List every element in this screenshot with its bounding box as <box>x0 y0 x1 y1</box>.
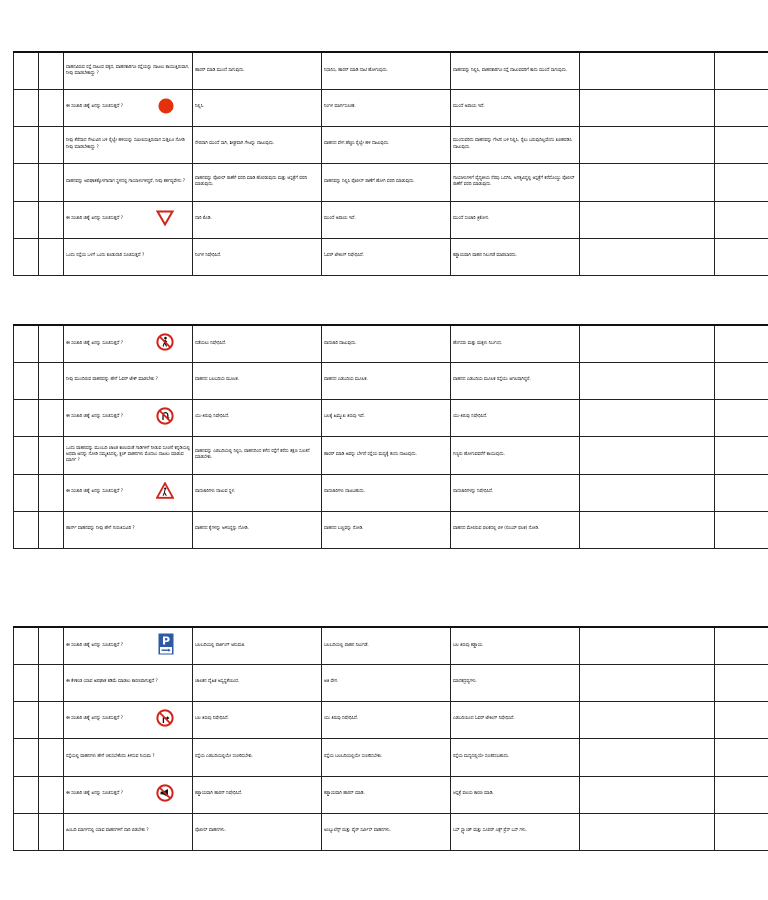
question-text: ವಾಹನವಿರುವ ರಸ್ತೆ ದಾಟುವ ಪಕ್ಕದ, ವಾಹನಕಾರಿಗೂ ರಸ್ತೆಯನ್ನು ದಾಟಲು ಕಾಯುತ್ತಿರುವಾಗ, ನೀವು ಮಾಡಬೇಕಾದ್ದು ? <box>66 64 190 76</box>
option-c-cell: ಪಾದಚಾರಿಗಳನ್ನು ನಿಷೇಧಿಸಿದೆ. <box>451 474 580 511</box>
question-text: ಈ ಸಂಚಾರಿ ಚಿಹ್ನೆ ಏನನ್ನು ಸೂಚಿಸುತ್ತದೆ ? <box>66 216 124 222</box>
empty-cell <box>715 436 768 474</box>
row-number-cell <box>14 664 39 701</box>
row-check-cell <box>39 201 64 238</box>
question-cell <box>64 52 193 89</box>
empty-cell <box>580 701 715 738</box>
empty-cell <box>580 813 715 850</box>
option-a-cell: ರಸ್ತೆಯ ಎಡಬದಿಯಲ್ಲಿಯೇ ಸಂಚರಿಸಬೇಕು. <box>193 738 322 776</box>
empty-cell <box>715 201 768 238</box>
table-row <box>14 163 768 201</box>
row-number-cell <box>14 399 39 436</box>
empty-cell <box>715 813 768 850</box>
row-check-cell <box>39 813 64 850</box>
row-number-cell <box>14 163 39 201</box>
option-c-cell: ಕಡ್ಡಾಯವಾಗಿ ವಾಹನ ನಿಲುಗಡೆ ಮಾಡಬಾರದು. <box>451 238 580 275</box>
option-a-cell: ನಡೆಯಲು ನಿಷೇಧಿಸಿದೆ. <box>193 325 322 362</box>
empty-cell <box>715 52 768 89</box>
empty-cell <box>715 474 768 511</box>
row-number-cell <box>14 511 39 548</box>
empty-cell <box>580 89 715 126</box>
question-text: ಈ ಕೆಳಕಂಡ ಯಾವ ಅಪಘಾತ ಕಡಿಮೆ ಮಾಡಲು ಕಾರಣವಾಗುತ್ತದೆ ? <box>66 679 158 685</box>
question-cell <box>64 436 193 474</box>
option-c-cell: ಬಲ ತಿರುವು ಕಡ್ಡಾಯ. <box>451 627 580 664</box>
table-row <box>14 201 768 238</box>
empty-cell <box>580 201 715 238</box>
row-number-cell <box>14 738 39 776</box>
empty-cell <box>580 325 715 362</box>
question-text: ನೀವು ತೆರೆದಾದ ಗೇಟುವಿನ ಬಳಿ ರೈಲ್ವೇ ಹಳಿಯನ್ನು ಸಮೀಪಿಸುತ್ತಿರುವಾಗ ಸುತ್ತಲೂ ನೋಡಿ ನೀವು ಮಾಡಬೇಕಾದ್ದು ? <box>66 138 185 150</box>
question-text: ಹಾರ್ನ್ ವಾಹನವನ್ನು ನೀವು ಹೇಗೆ ಗುರುತಿಸುವಿರಿ ? <box>66 526 135 532</box>
row-check-cell <box>39 163 64 201</box>
empty-cell <box>580 627 715 664</box>
empty-cell <box>580 52 715 89</box>
table-row <box>14 813 768 850</box>
yield-sign-icon <box>156 210 174 229</box>
right-ban-sign-icon <box>156 709 174 730</box>
option-a-cell: ವಾಹನದ ಕೈಗಳನ್ನು ಅಳಿಸಿದ್ದನ್ನು ನೋಡಿ. <box>193 511 322 548</box>
option-b-cell: ಅತಿ ವೇಗ. <box>322 664 451 701</box>
option-a-cell: ಚಾಲಕನ ದೈಹಿಕ ಅಸ್ವಸ್ಥತೆಯಿಂದ. <box>193 664 322 701</box>
empty-cell <box>580 474 715 511</box>
option-a-cell: ವಾಹನವನ್ನು ಎಡಬದಿಯಲ್ಲಿ ನಿಲ್ಲಿಸಿ, ವಾಹನದಿಂದ ಕಳೆದ ರಸ್ತೆಗೆ ಕರೆದು ತಕ್ಷಣ ಸೂಚನೆ ಮಾಡಬೇಕು. <box>193 436 322 474</box>
row-number-cell <box>14 627 39 664</box>
svg-text:P: P <box>161 634 171 648</box>
question-text: ಈ ಸಂಚಾರಿ ಚಿಹ್ನೆ ಏನನ್ನು ಸೂಚಿಸುತ್ತದೆ ? <box>66 104 124 110</box>
empty-cell <box>715 701 768 738</box>
question-text: ಈ ಸಂಚಾರಿ ಚಿಹ್ನೆ ಏನನ್ನು ಸೂಚಿಸುತ್ತದೆ ? <box>66 791 124 797</box>
row-check-cell <box>39 664 64 701</box>
question-cell <box>64 738 193 776</box>
option-b-cell: ಮುಂದೆ ಅಪಾಯ ಇದೆ. <box>322 201 451 238</box>
question-text: ರಸ್ತೆಯಲ್ಲಿ ವಾಹನಗಳು ಹೇಗೆ ಚಲಿಸಬೇಕೆಂದು ತಿಳಿಸುವ ನಿಯಮ ? <box>66 753 155 759</box>
ped-warn-sign-icon <box>156 482 174 502</box>
question-table-2 <box>13 324 768 549</box>
table-row <box>14 776 768 813</box>
empty-cell <box>580 126 715 163</box>
empty-cell <box>580 776 715 813</box>
empty-cell <box>715 163 768 201</box>
option-b-cell: ಕಡ್ಡಾಯವಾಗಿ ಹಾರನ್ ಮಾಡಿ. <box>322 776 451 813</box>
row-number-cell <box>14 362 39 399</box>
option-b-cell: ವಾಹನವನ್ನು ನಿಲ್ಲಿಸಿ ಪೊಲೀಸ್ ಠಾಣೆಗೆ ಹೋಗಿ ವರದಿ ಮಾಡುವುದು. <box>322 163 451 201</box>
option-a-cell: ನಿಂಗಳ ನಿಷೇಧಿಸಿದೆ. <box>193 238 322 275</box>
table-row <box>14 399 768 436</box>
question-table-1 <box>13 51 768 276</box>
stop-sign-icon <box>158 98 174 117</box>
row-number-cell <box>14 89 39 126</box>
question-text: ಈ ಸಂಚಾರಿ ಚಿಹ್ನೆ ಏನನ್ನು ಸೂಚಿಸುತ್ತದೆ ? <box>66 340 124 346</box>
row-number-cell <box>14 126 39 163</box>
row-check-cell <box>39 474 64 511</box>
question-cell <box>64 238 193 275</box>
option-b-cell: ಬಲಬದಿಯಲ್ಲಿ ವಾಹನ ನಿಲುಗಡೆ. <box>322 627 451 664</box>
option-c-cell: ವಾಹನದ ಎಡಬದಿಯ ಮೂಲಕ ರಸ್ತೆಯು ಅಗಲವಾಗಿದ್ದರೆ. <box>451 362 580 399</box>
question-text: ಹಿಂಬದಿ ಮಾರ್ಗದಲ್ಲಿ ಯಾವ ವಾಹನಗಳಿಗೆ ದಾರಿ ಬಿಡಬೇಕು ? <box>66 828 149 834</box>
empty-cell <box>580 664 715 701</box>
option-c-cell: ಮುಂದೆ ಅಪಾಯ ಇದೆ. <box>451 89 580 126</box>
option-b-cell: ವಾಹನದ ಎಡಬದಿಯ ಮೂಲಕ. <box>322 362 451 399</box>
question-cell <box>64 701 193 738</box>
table-row <box>14 738 768 776</box>
table-row <box>14 126 768 163</box>
row-check-cell <box>39 399 64 436</box>
question-cell <box>64 399 193 436</box>
row-check-cell <box>39 436 64 474</box>
option-c-cell: ವಾಹನದ ಮೇಲಿರುವ ಫಲಕದಲ್ಲಿ ಬಿಳಿ (ನಂಬರ್ ಫಲಕ) ನೋಡಿ. <box>451 511 580 548</box>
row-number-cell <box>14 776 39 813</box>
empty-cell <box>715 399 768 436</box>
option-c-cell: ಆಸ್ಪತ್ರೆ ವಲಯ ಕಾರಣ ಮಾಡಿ. <box>451 776 580 813</box>
row-number-cell <box>14 474 39 511</box>
option-c-cell: ಎಡಬದಿಯಿಂದ ಓವರ್ ಟೇಕಿಂಗ್ ನಿಷೇಧಿಸಿದೆ. <box>451 701 580 738</box>
question-text: ಈ ಸಂಚಾರಿ ಚಿಹ್ನೆ ಏನನ್ನು ಸೂಚಿಸುತ್ತದೆ ? <box>66 642 124 648</box>
question-cell <box>64 474 193 511</box>
parking-sign-icon <box>158 633 174 658</box>
empty-cell <box>580 436 715 474</box>
row-number-cell <box>14 238 39 275</box>
empty-cell <box>580 238 715 275</box>
question-cell <box>64 511 193 548</box>
table-row <box>14 701 768 738</box>
question-cell <box>64 813 193 850</box>
option-a-cell: ಕಡ್ಡಾಯವಾಗಿ ಹಾರನ್ ನಿಷೇಧಿಸಿದೆ. <box>193 776 322 813</box>
empty-cell <box>580 738 715 776</box>
ped-ban-sign-icon <box>156 333 174 354</box>
question-text: ಒಂದು ರಸ್ತೆಯ ಒಳಗೆ ಒಂದು ಕೂಡುದಾರಿ ಸೂಚಿಸುತ್ತದೆ ? <box>66 253 145 259</box>
option-c-cell: ಹೆಂಗಸರು ಮತ್ತು ಮಕ್ಕಳು ನಿರ್ಬಂಧ. <box>451 325 580 362</box>
row-check-cell <box>39 238 64 275</box>
option-a-cell: ನೇರವಾಗಿ ಮುಂದೆ ಸಾಗಿ, ಶೀಘ್ರವಾಗಿ ಗೇಟನ್ನು ದಾಟುವುದು. <box>193 126 322 163</box>
table-row <box>14 238 768 275</box>
empty-cell <box>580 511 715 548</box>
option-b-cell: ವಾಹನದ ವೇಗ ಹೆಚ್ಚಿಸಿ ರೈಲ್ವೇ ಹಳಿ ದಾಟುವುದು. <box>322 126 451 163</box>
option-c-cell: ರಸ್ತೆಯ ಮಧ್ಯದಲ್ಲಿಯೇ ಸಂಚರಿಸಬಹುದು. <box>451 738 580 776</box>
empty-cell <box>715 664 768 701</box>
table-row <box>14 89 768 126</box>
option-b-cell: ಅಂಬ್ಯುಲೆನ್ಸ್ ಮತ್ತು ಫೈರ್ ಸರ್ವೀಸ್ ವಾಹನಗಳು. <box>322 813 451 850</box>
empty-cell <box>715 627 768 664</box>
option-b-cell: ರಸ್ತೆಯ ಬಲಬದಿಯಲ್ಲಿಯೇ ಸಂಚರಿಸಬೇಕು. <box>322 738 451 776</box>
option-c-cell: ಮುಂದುವರಿದು ವಾಹನವನ್ನು ಗೇಟಿನ ಬಳಿ ನಿಲ್ಲಿಸಿ, ರೈಲು ಬರುವುದಿಲ್ಲವೆಂದು ಖಚಿತಪಡಿಸಿ ದಾಟುವುದು. <box>451 126 580 163</box>
question-cell <box>64 664 193 701</box>
option-a-cell: ಹಾರನ್ ಮಾಡಿ ಮುಂದೆ ಸಾಗುವುದು. <box>193 52 322 89</box>
row-check-cell <box>39 627 64 664</box>
question-text: ಈ ಸಂಚಾರಿ ಚಿಹ್ನೆ ಏನನ್ನು ಸೂಚಿಸುತ್ತದೆ ? <box>66 489 124 495</box>
question-cell <box>64 627 193 664</box>
option-b-cell: ಯು ತಿರುವು ನಿಷೇಧಿಸಿದೆ. <box>322 701 451 738</box>
option-a-cell: ಪೊಲೀಸ್ ವಾಹನಗಳು. <box>193 813 322 850</box>
question-cell <box>64 776 193 813</box>
question-text: ವಾಹನವನ್ನು ಅಪಘಾತಕ್ಕೊಳಗಾದಾಗ ಸ್ಥಳದಲ್ಲಿ ಗಾಯಾಳುಗಳಿದ್ದರೆ, ನೀವು ಕರ್ತವ್ಯವೇನು ? <box>66 178 186 184</box>
option-b-cell: ಪಾದಚಾರಿಗಳು ದಾಟಬಹುದು. <box>322 474 451 511</box>
option-b-cell: ವಾಹನದ ಬಣ್ಣವನ್ನು ನೋಡಿ. <box>322 511 451 548</box>
uturn-ban-sign-icon <box>156 407 174 428</box>
option-a-cell: ಯು-ತಿರುವು ನಿಷೇಧಿಸಿದೆ. <box>193 399 322 436</box>
empty-cell <box>580 362 715 399</box>
row-check-cell <box>39 126 64 163</box>
question-cell <box>64 163 193 201</box>
empty-cell <box>580 163 715 201</box>
empty-cell <box>715 126 768 163</box>
empty-cell <box>715 738 768 776</box>
option-b-cell: ಬಲಕ್ಕೆ ಹಿಮ್ಮುಖ ತಿರುವು ಇದೆ. <box>322 399 451 436</box>
row-check-cell <box>39 89 64 126</box>
question-text: ನೀವು ಮುಂದಿರುವ ವಾಹನವನ್ನು ಹೇಗೆ ಓವರ್ ಟೇಕ್ ಮಾಡಬೇಕು ? <box>66 377 158 383</box>
question-text: ಒಂದು ವಾಹನವನ್ನು ಮುಂಬದಿ ಚಾಲಕ ಕಾಣುವಂತೆ ಗಾಡಿಗಳಿಗೆ ನೀಡುವ ಸೂಚನೆ ಕನ್ನಡಿಯಲ್ಲಿ ಅಥವಾ ಅದನ್ನು ನೋಡಿ ಸಮ್ಮತಿಸಿದಲ್ಲಿ, ಕ್ಲಚ್ ವಾಹನಗಳು ಮೊದಲು ದಾಟಲು ಮಾಡುವ ಮಾರ್ಗ ? <box>66 445 190 464</box>
row-check-cell <box>39 701 64 738</box>
option-a-cell: ಬಲ ತಿರುವು ನಿಷೇಧಿಸಿದೆ. <box>193 701 322 738</box>
option-a-cell: ಪಾದಚಾರಿಗಳು ದಾಟುವ ಸ್ಥಳ. <box>193 474 322 511</box>
option-c-cell: ಗಾಯಾಳುಗಳಿಗೆ ವೈದ್ಯಕೀಯ ನೆರವು ಒದಗಿಸಿ, ಅಗತ್ಯವಿದ್ದಲ್ಲಿ ಆಸ್ಪತ್ರೆಗೆ ಕರೆದೊಯ್ದು ಪೊಲೀಸ್ ಠಾಣೆಗೆ ವರದಿ ಮಾಡುವುದು. <box>451 163 580 201</box>
option-c-cell: ಮಾದಕದ್ರವ್ಯಗಳು. <box>451 664 580 701</box>
empty-cell <box>715 776 768 813</box>
option-c-cell: ಗಣ್ಯರು ಹೋಗುವವರೆಗೆ ಕಾಯುವುದು. <box>451 436 580 474</box>
option-a-cell: ವಾಹನವನ್ನು ಪೊಲೀಸ್ ಠಾಣೆಗೆ ವರದಿ ಮಾಡಿ ಹೊರಡುವುದು ಮತ್ತು ಆಸ್ಪತ್ರೆಗೆ ವರದಿ ಮಾಡುವುದು. <box>193 163 322 201</box>
table-row <box>14 627 768 664</box>
empty-cell <box>715 362 768 399</box>
question-cell <box>64 89 193 126</box>
row-check-cell <box>39 362 64 399</box>
option-c-cell: ಬಸ್ ಸ್ಟ್ಯಾಂಡ್ ಮತ್ತು ಸೂಪರ್ ಎಕ್ಸ್ ಪ್ರೆಸ್ ಬಸ್ ಗಳು. <box>451 813 580 850</box>
row-number-cell <box>14 325 39 362</box>
option-b-cell: ಹಾರನ್ ಮಾಡಿ ಅವನ್ನು ಬೇಗನೆ ರಸ್ತೆಯ ಮಧ್ಯಕ್ಕೆ ತಂದು ದಾಟುವುದು. <box>322 436 451 474</box>
question-cell <box>64 201 193 238</box>
empty-cell <box>715 511 768 548</box>
row-check-cell <box>39 738 64 776</box>
table-row <box>14 436 768 474</box>
table-row <box>14 325 768 362</box>
table-row <box>14 362 768 399</box>
horn-ban-sign-icon <box>156 784 174 805</box>
question-table-3 <box>13 626 768 851</box>
row-number-cell <box>14 436 39 474</box>
question-cell <box>64 325 193 362</box>
row-number-cell <box>14 701 39 738</box>
option-b-cell: ಪಾದಚಾರಿ ದಾಟುವುದು. <box>322 325 451 362</box>
table-row <box>14 664 768 701</box>
table-row <box>14 474 768 511</box>
option-b-cell: ನಿಂಗಳ ಮಾರ್ಗಸೂಚಕ. <box>322 89 451 126</box>
empty-cell <box>715 325 768 362</box>
row-number-cell <box>14 813 39 850</box>
option-c-cell: ಯು-ತಿರುವು ನಿಷೇಧಿಸಿದೆ. <box>451 399 580 436</box>
option-a-cell: ಬಲಬದಿಯಲ್ಲಿ ಪಾರ್ಕಿಂಗ್ ಅನುಮತಿ. <box>193 627 322 664</box>
question-cell <box>64 362 193 399</box>
row-check-cell <box>39 776 64 813</box>
question-cell <box>64 126 193 163</box>
row-check-cell <box>39 325 64 362</box>
option-b-cell: ನಿಧಾನಿಸಿ, ಹಾರನ್ ಮಾಡಿ ದಾಟಿ ಹೋಗುವುದು. <box>322 52 451 89</box>
empty-cell <box>715 238 768 275</box>
option-c-cell: ವಾಹನವನ್ನು ನಿಲ್ಲಿಸಿ, ವಾಹನಕಾರಿಗೂ ರಸ್ತೆ ದಾಟುವವರಿಗೆ ಕಾದು ಮುಂದೆ ಸಾಗುವುದು. <box>451 52 580 89</box>
option-c-cell: ಮುಂದೆ ಸಂಚಾರಿ ತ್ರಿಕೋನ. <box>451 201 580 238</box>
option-b-cell: ಓವರ್ ಟೇಕಿಂಗ್ ನಿಷೇಧಿಸಿದೆ. <box>322 238 451 275</box>
option-a-cell: ದಾರಿ ಕೊಡಿ. <box>193 201 322 238</box>
row-check-cell <box>39 511 64 548</box>
empty-cell <box>580 399 715 436</box>
table-row <box>14 52 768 89</box>
question-text: ಈ ಸಂಚಾರಿ ಚಿಹ್ನೆ ಏನನ್ನು ಸೂಚಿಸುತ್ತದೆ ? <box>66 716 124 722</box>
empty-cell <box>715 89 768 126</box>
row-check-cell <box>39 52 64 89</box>
row-number-cell <box>14 201 39 238</box>
option-a-cell: ನಿಲ್ಲಿಸಿ. <box>193 89 322 126</box>
row-number-cell <box>14 52 39 89</box>
question-text: ಈ ಸಂಚಾರಿ ಚಿಹ್ನೆ ಏನನ್ನು ಸೂಚಿಸುತ್ತದೆ ? <box>66 414 124 420</box>
table-row <box>14 511 768 548</box>
option-a-cell: ವಾಹನದ ಬಲಬದಿಯ ಮೂಲಕ. <box>193 362 322 399</box>
